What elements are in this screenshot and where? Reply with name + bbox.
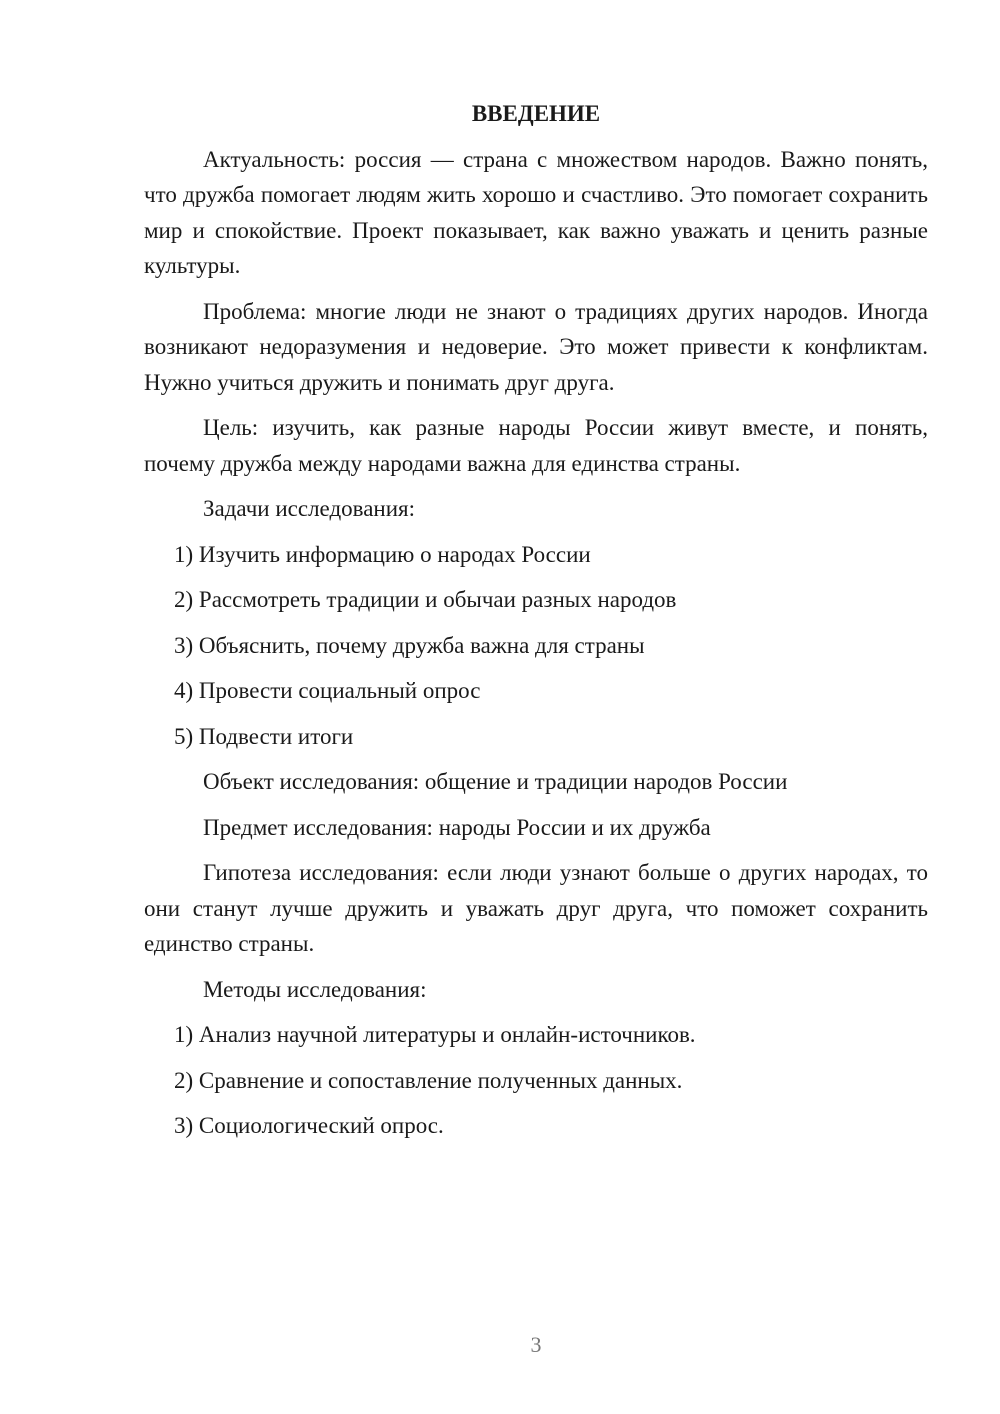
goal-paragraph: Цель: изучить, как разные народы России живут вместе, и понять, почему дружба между народами важна для единства страны. bbox=[144, 415, 928, 476]
relevance-paragraph: Актуальность: россия — страна с множеством народов. Важно понять, что дружба помогает людям жить хорошо и счастливо. Это помогает сохранить мир и спокойствие. Проект показывает, как важно уважать и ценить разные культуры. bbox=[144, 146, 928, 278]
problem-paragraph: Проблема: многие люди не знают о традициях других народов. Иногда возникают недоразумения и недоверие. Это может привести к конфликтам. Нужно учиться дружить и понимать друг друга. bbox=[144, 298, 928, 395]
task-item: 4) Провести социальный опрос bbox=[174, 678, 481, 703]
object-line: Объект исследования: общение и традиции народов России bbox=[203, 769, 788, 794]
tasks-heading: Задачи исследования: bbox=[203, 496, 416, 521]
page-number: 3 bbox=[530, 1332, 542, 1357]
method-item: 1) Анализ научной литературы и онлайн-источников. bbox=[174, 1022, 696, 1047]
method-item: 3) Социологический опрос. bbox=[174, 1113, 444, 1138]
page-content bbox=[144, 96, 928, 1154]
task-item: 5) Подвести итоги bbox=[174, 723, 354, 749]
task-item: 1) Изучить информацию о народах России bbox=[174, 541, 591, 567]
method-item: 2) Сравнение и сопоставление полученных данных. bbox=[174, 1067, 683, 1093]
methods-heading: Методы исследования: bbox=[203, 976, 427, 1002]
task-item: 3) Объяснить, почему дружба важна для страны bbox=[174, 632, 645, 658]
task-item: 2) Рассмотреть традиции и обычаи разных народов bbox=[174, 587, 677, 612]
hypothesis-paragraph: Гипотеза исследования: если люди узнают больше о других народах, то они станут лучше дружить и уважать друг друга, что поможет сохранить единство страны. bbox=[144, 860, 928, 956]
section-title: ВВЕДЕНИЕ bbox=[471, 101, 601, 126]
subject-line: Предмет исследования: народы России и их дружба bbox=[203, 814, 711, 840]
